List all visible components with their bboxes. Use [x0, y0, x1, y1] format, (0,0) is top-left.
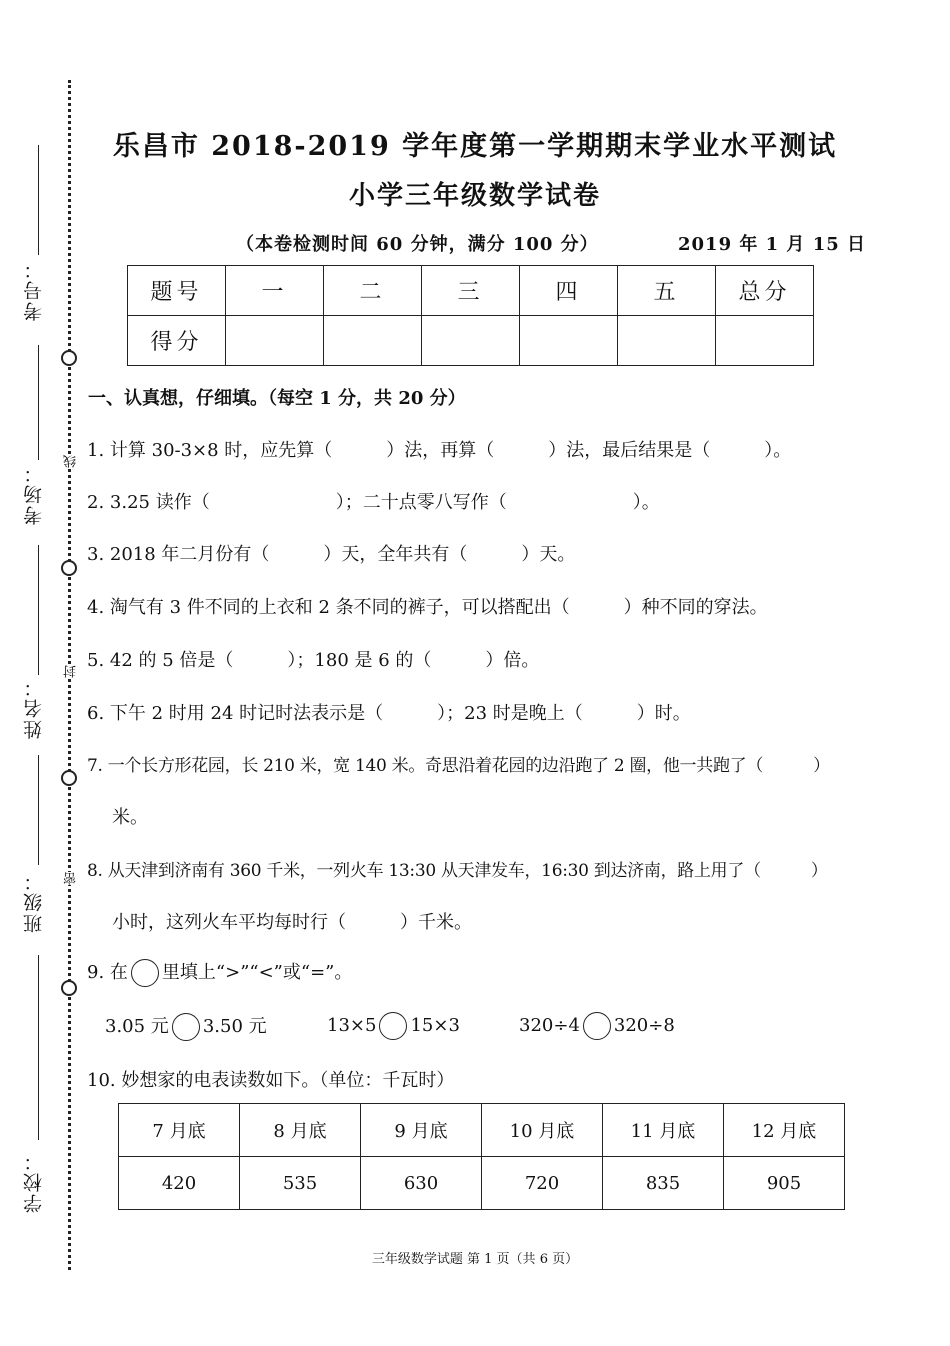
section-heading: 一、认真想，仔细填。（每空 1 分，共 20 分）	[88, 388, 466, 409]
exam-subtitle: 小学三年级数学试卷	[348, 181, 601, 211]
question-7-continued: 米。	[112, 807, 148, 828]
compare-circle[interactable]	[379, 1012, 407, 1040]
compare-right: 15×3	[410, 1015, 460, 1036]
score-input-cell[interactable]	[716, 316, 814, 366]
binding-hole	[61, 350, 77, 366]
compare-item	[519, 1012, 675, 1040]
class-label: 班级：	[23, 870, 45, 933]
meter-month: 11 月底	[603, 1104, 724, 1157]
binding-hole	[61, 770, 77, 786]
score-cell: 题号	[128, 266, 226, 316]
seal-word-secret: 密	[64, 872, 79, 885]
binding-hole	[61, 560, 77, 576]
compare-left: 320÷4	[519, 1015, 580, 1036]
question-8: 8. 从天津到济南有 360 千米，一列火车 13:30 从天津发车，16:30 到达济南，路上用了（ ）	[87, 861, 828, 881]
question-9-suffix: 里填上“>”“<”或“=”。	[161, 962, 353, 983]
meter-month: 8 月底	[240, 1104, 361, 1157]
score-row-points	[128, 316, 814, 366]
question-10: 10. 妙想家的电表读数如下。（单位：千瓦时）	[87, 1070, 455, 1091]
exam-room-line	[38, 345, 39, 460]
compare-circle[interactable]	[172, 1013, 200, 1041]
exam-no-label: 考号：	[23, 258, 45, 321]
score-input-cell[interactable]	[226, 316, 324, 366]
score-input-cell[interactable]	[618, 316, 716, 366]
meter-month: 7 月底	[119, 1104, 240, 1157]
school-line	[38, 955, 39, 1140]
score-cell: 一	[226, 266, 324, 316]
score-row-header	[128, 266, 814, 316]
question-2: 2. 3.25 读作（ ）；二十点零八写作（ ）。	[87, 492, 660, 513]
meter-reading: 535	[240, 1157, 361, 1210]
class-line	[38, 755, 39, 865]
compare-left: 3.05 元	[105, 1016, 169, 1037]
name-label: 姓名：	[23, 676, 45, 739]
question-9	[87, 958, 352, 987]
compare-circle[interactable]	[583, 1012, 611, 1040]
score-cell: 二	[324, 266, 422, 316]
question-5: 5. 42 的 5 倍是（ ）；180 是 6 的（ ）倍。	[87, 650, 540, 671]
score-input-cell[interactable]	[422, 316, 520, 366]
seal-word-seal: 封	[64, 665, 79, 678]
question-9-prefix: 9. 在	[87, 962, 128, 983]
meter-table	[118, 1103, 845, 1210]
exam-date: 2019 年 1 月 15 日	[678, 234, 867, 255]
meter-month: 9 月底	[361, 1104, 482, 1157]
page-footer: 三年级数学试题 第 1 页（共 6 页）	[371, 1252, 579, 1267]
school-label: 学校：	[23, 1150, 45, 1213]
score-cell: 三	[422, 266, 520, 316]
compare-left: 13×5	[327, 1015, 377, 1036]
compare-right: 3.50 元	[202, 1016, 267, 1037]
score-cell: 总分	[716, 266, 814, 316]
exam-note: （本卷检测时间 60 分钟，满分 100 分）	[236, 234, 599, 255]
exam-room-label: 考场：	[23, 462, 45, 525]
question-8-continued: 小时，这列火车平均每时行（ ）千米。	[112, 912, 472, 933]
meter-reading: 630	[361, 1157, 482, 1210]
meter-reading: 835	[603, 1157, 724, 1210]
meter-reading: 420	[119, 1157, 240, 1210]
seal-word-line: 线	[64, 455, 79, 468]
question-4: 4. 淘气有 3 件不同的上衣和 2 条不同的裤子，可以搭配出（ ）种不同的穿法。	[87, 597, 768, 618]
compare-right: 320÷8	[613, 1015, 675, 1036]
question-7: 7. 一个长方形花园，长 210 米，宽 140 米。奇思沿着花园的边沿跑了 2 圈，他一共跑了（ ）	[87, 756, 830, 776]
score-cell: 五	[618, 266, 716, 316]
exam-title: 乐昌市 2018-2019 学年度第一学期期末学业水平测试	[112, 131, 838, 162]
compare-item	[327, 1012, 460, 1040]
meter-row-months	[119, 1104, 845, 1157]
name-line	[38, 545, 39, 675]
meter-row-readings	[119, 1157, 845, 1210]
score-cell: 得分	[128, 316, 226, 366]
question-3: 3. 2018 年二月份有（ ）天，全年共有（ ）天。	[87, 544, 576, 565]
circle-icon	[131, 959, 159, 987]
score-table	[127, 265, 814, 366]
meter-month: 10 月底	[482, 1104, 603, 1157]
meter-month: 12 月底	[724, 1104, 845, 1157]
meter-reading: 905	[724, 1157, 845, 1210]
score-input-cell[interactable]	[324, 316, 422, 366]
binding-hole	[61, 980, 77, 996]
compare-item	[105, 1012, 267, 1041]
question-1: 1. 计算 30-3×8 时，应先算（ ）法，再算（ ）法，最后结果是（ ）。	[87, 440, 792, 461]
score-cell: 四	[520, 266, 618, 316]
question-6: 6. 下午 2 时用 24 时记时法表示是（ ）；23 时是晚上（ ）时。	[87, 703, 691, 724]
meter-reading: 720	[482, 1157, 603, 1210]
score-input-cell[interactable]	[520, 316, 618, 366]
